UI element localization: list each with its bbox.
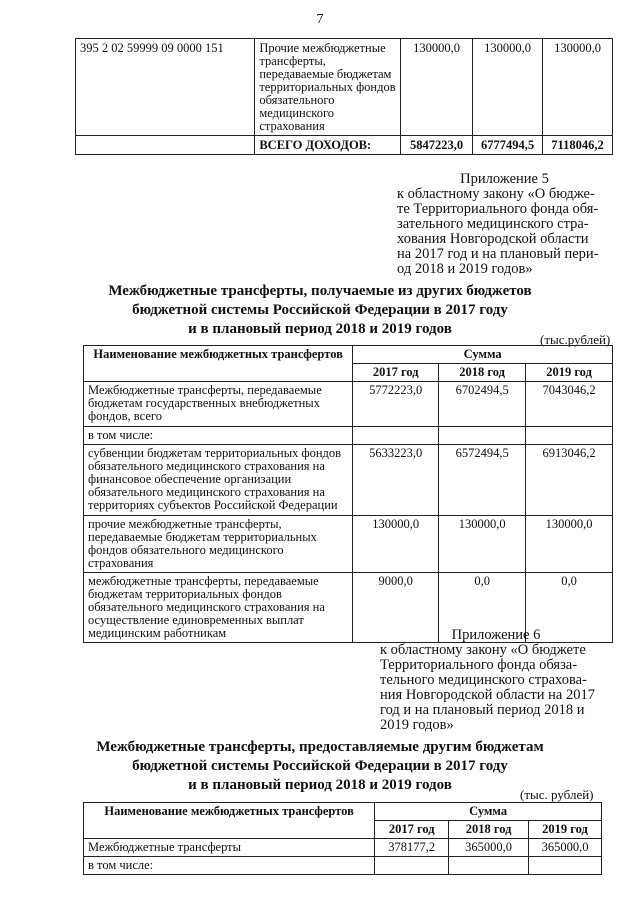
row-name: прочие межбюджетные трансферты, передаваемые бюджетам территориальных фондов обязательного медицинского страхования (84, 516, 353, 573)
appendix6-line: к областному закону «О бюджете (380, 642, 586, 658)
value-2018: 6572494,5 (439, 445, 526, 516)
appendix5-line: зательного медицинского стра- (397, 216, 589, 232)
appendix5-table (83, 345, 613, 643)
row-name: Прочие межбюджетные трансферты, передаваемые бюджетам территориальных фондов обязательного медицинского страхования (255, 39, 401, 136)
heading-line: бюджетной системы Российской Федерации в 2017 году (132, 302, 508, 318)
appendix6-line: Территориального фонда обяза- (380, 657, 578, 673)
appendix6-line: 2019 годов» (380, 717, 454, 733)
appendix5-line: те Территориального фонда обя- (397, 201, 599, 217)
value-2019: 130000,0 (526, 516, 613, 573)
value-2018: 130000,0 (439, 516, 526, 573)
appendix5-unit: (тыс.рублей) (540, 332, 611, 347)
value-2018: 130000,0 (473, 39, 543, 136)
appendix6-line: год и на плановый период 2018 и (380, 702, 585, 718)
total-2019: 7118046,2 (543, 136, 613, 155)
column-header-year: 2019 год (529, 821, 602, 839)
heading-line: Межбюджетные трансферты, предоставляемые другим бюджетам (96, 739, 544, 755)
appendix6-unit: (тыс. рублей) (520, 787, 594, 802)
value-2017: 5772223,0 (353, 382, 439, 427)
table-row (84, 445, 613, 516)
appendix6-table (83, 802, 602, 875)
value-2019: 6913046,2 (526, 445, 613, 516)
row-name: Межбюджетные трансферты (84, 839, 375, 857)
column-header-name: Наименование межбюджетных трансфертов (84, 803, 375, 839)
appendix6-line: ния Новгородской области на 2017 (380, 687, 595, 703)
column-header-sum: Сумма (375, 803, 602, 821)
value-2018: 6702494,5 (439, 382, 526, 427)
appendix6-line: тельного медицинского страхова- (380, 672, 587, 688)
table-row (84, 427, 613, 445)
budget-code: 395 2 02 59999 09 0000 151 (76, 39, 255, 136)
appendix5-title: Приложение 5 (460, 171, 549, 187)
column-header-year: 2017 год (353, 364, 439, 382)
value-2017: 9000,0 (353, 573, 439, 643)
heading-line: и в плановый период 2018 и 2019 годов (188, 777, 452, 793)
column-header-year: 2018 год (449, 821, 529, 839)
table-row (84, 839, 602, 857)
heading-line: и в плановый период 2018 и 2019 годов (188, 321, 452, 337)
value-2017: 5633223,0 (353, 445, 439, 516)
total-2017: 5847223,0 (401, 136, 473, 155)
value-2019: 130000,0 (543, 39, 613, 136)
appendix5-line: хования Новгородской области (397, 231, 589, 247)
value-2018: 0,0 (439, 573, 526, 643)
row-name: в том числе: (84, 857, 375, 875)
heading-line: Межбюджетные трансферты, получаемые из других бюджетов (108, 283, 532, 299)
column-header-year: 2019 год (526, 364, 613, 382)
row-name: Межбюджетные трансферты, передаваемые бюджетам государственных внебюджетных фондов, всего (84, 382, 353, 427)
table-row (84, 516, 613, 573)
row-name: межбюджетные трансферты, передаваемые бюджетам территориальных фондов обязательного медицинского страхования на осуществление единовременных выплат медицинским работникам (84, 573, 353, 643)
total-label: ВСЕГО ДОХОДОВ: (255, 136, 401, 155)
value-2019: 0,0 (526, 573, 613, 643)
appendix5-line: к областному закону «О бюдже- (397, 186, 595, 202)
value-2017: 130000,0 (353, 516, 439, 573)
column-header-year: 2018 год (439, 364, 526, 382)
appendix5-line: на 2017 год и на плановый пери- (397, 246, 599, 262)
value-2018: 365000,0 (449, 839, 529, 857)
value-2017: 130000,0 (401, 39, 473, 136)
row-name: субвенции бюджетам территориальных фондов обязательного медицинского страхования на финансовое обеспечение организации обязательного медицинского страхования на территориях субъектов Российской Федерации (84, 445, 353, 516)
page-number: 7 (316, 12, 324, 27)
table-row (76, 39, 613, 136)
appendix5-heading (0, 282, 640, 339)
value-2017: 378177,2 (375, 839, 449, 857)
total-2018: 6777494,5 (473, 136, 543, 155)
appendix6-reference (380, 628, 612, 733)
value-2019: 7043046,2 (526, 382, 613, 427)
income-table (75, 38, 613, 155)
value-2019: 365000,0 (529, 839, 602, 857)
appendix5-reference (397, 172, 612, 277)
appendix6-title: Приложение 6 (451, 627, 541, 643)
column-header-year: 2017 год (375, 821, 449, 839)
total-row (76, 136, 613, 155)
table-row (84, 857, 602, 875)
table-row (84, 382, 613, 427)
column-header-sum: Сумма (353, 346, 613, 364)
row-name: в том числе: (84, 427, 353, 445)
appendix5-line: од 2018 и 2019 годов» (397, 261, 533, 277)
heading-line: бюджетной системы Российской Федерации в 2017 году (132, 758, 508, 774)
column-header-name: Наименование межбюджетных трансфертов (84, 346, 353, 382)
